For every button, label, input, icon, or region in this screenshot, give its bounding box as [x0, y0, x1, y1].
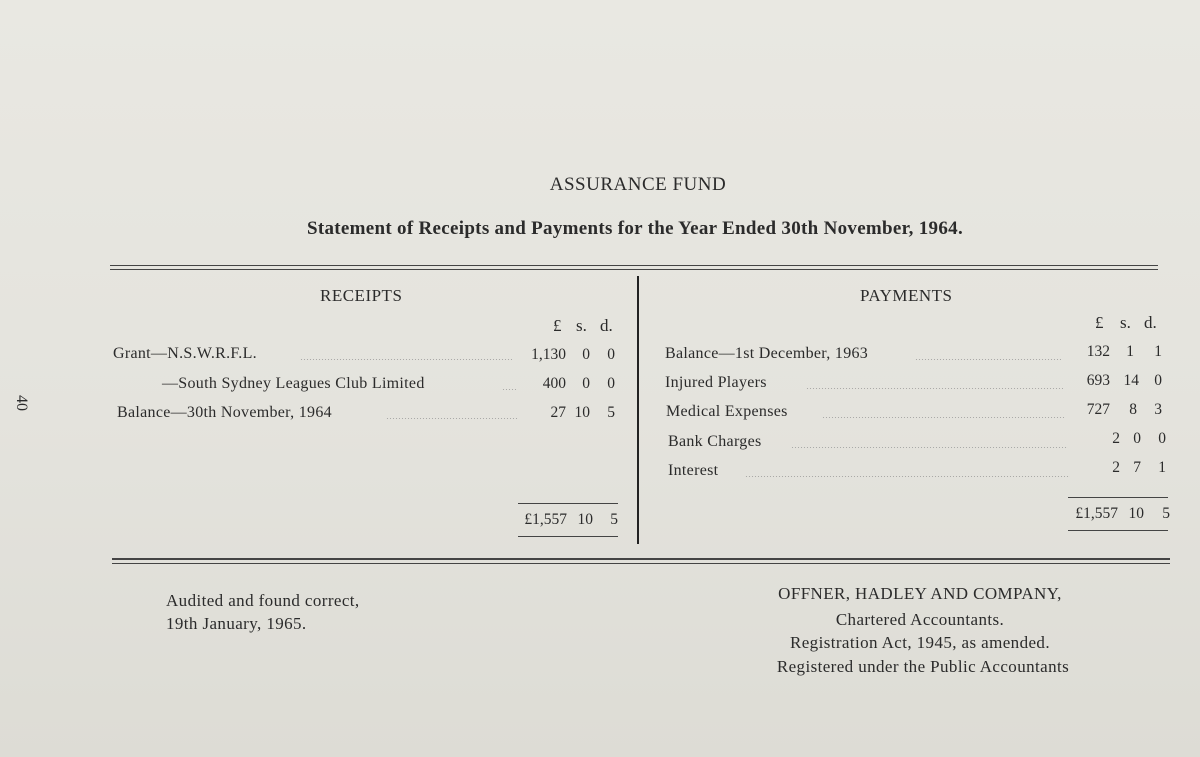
- payments-row-pence: 1: [1154, 343, 1162, 360]
- payments-row-pounds: 132: [1086, 343, 1110, 360]
- top-rule: [110, 265, 1158, 266]
- payments-total-pounds: £1,557: [1075, 505, 1118, 522]
- payments-row-pounds: 2: [1112, 430, 1120, 447]
- receipts-row-pence: 5: [607, 404, 615, 421]
- receipts-row-pence: 0: [607, 375, 615, 392]
- payments-row-pounds: 727: [1086, 401, 1110, 418]
- receipts-unit-pence: d.: [600, 316, 613, 335]
- leader-dots: [386, 418, 518, 419]
- top-rule-inner: [110, 269, 1158, 270]
- receipts-row-pounds: 1,130: [531, 346, 566, 363]
- leader-dots: [791, 447, 1068, 448]
- payments-row-pence: 0: [1154, 372, 1162, 389]
- leader-dots: [502, 389, 516, 390]
- payments-row-pence: 3: [1154, 401, 1162, 418]
- payments-row-shillings: 1: [1126, 343, 1134, 360]
- receipts-row-pence: 0: [607, 346, 615, 363]
- leader-dots: [822, 417, 1064, 418]
- auditor-line-2: Chartered Accountants.: [835, 610, 1005, 629]
- auditor-line-3: Registration Act, 1945, as amended.: [790, 633, 1050, 652]
- receipts-total-pounds: £1,557: [524, 511, 567, 528]
- leader-dots: [806, 388, 1063, 389]
- payments-row-label: Injured Players: [665, 374, 767, 391]
- audit-line-1: Audited and found correct,: [166, 591, 360, 610]
- auditor-line-4: Registered under the Public Accountants: [776, 657, 1070, 676]
- receipts-row-pounds: 400: [542, 375, 566, 392]
- payments-total-shillings: 10: [1128, 505, 1144, 522]
- payments-row-pounds: 693: [1086, 372, 1110, 389]
- receipts-row-label: Grant—N.S.W.R.F.L.: [113, 345, 257, 362]
- payments-row-label: Interest: [668, 462, 719, 479]
- payments-row-pence: 0: [1158, 430, 1166, 447]
- audit-line-2: 19th January, 1965.: [166, 614, 307, 633]
- receipts-total-rule-top: [518, 503, 618, 504]
- payments-row-label: Medical Expenses: [666, 403, 788, 420]
- receipts-row-shillings: 0: [582, 375, 590, 392]
- leader-dots: [745, 476, 1070, 477]
- bottom-rule: [112, 558, 1170, 560]
- receipts-unit-pounds: £: [553, 316, 562, 335]
- payments-header: PAYMENTS: [860, 286, 953, 305]
- leader-dots: [915, 359, 1061, 360]
- payments-unit-pounds: £: [1095, 313, 1104, 332]
- payments-row-pence: 1: [1158, 459, 1166, 476]
- receipts-total-pence: 5: [610, 511, 618, 528]
- payments-total-pence: 5: [1162, 505, 1170, 522]
- receipts-row-label: Balance—30th November, 1964: [117, 404, 332, 421]
- receipts-row-shillings: 10: [574, 404, 590, 421]
- payments-row-shillings: 14: [1123, 372, 1139, 389]
- receipts-header: RECEIPTS: [320, 286, 403, 305]
- payments-row-pounds: 2: [1112, 459, 1120, 476]
- page-number: 40: [13, 395, 30, 411]
- receipts-row-pounds: 27: [550, 404, 566, 421]
- leader-dots: [300, 359, 512, 360]
- payments-row-shillings: 7: [1133, 459, 1141, 476]
- payments-row-label: Bank Charges: [668, 433, 762, 450]
- bottom-rule-inner: [112, 563, 1170, 564]
- receipts-total-shillings: 10: [577, 511, 593, 528]
- receipts-unit-shillings: s.: [576, 316, 587, 335]
- payments-total-rule-bottom: [1068, 530, 1168, 531]
- payments-unit-shillings: s.: [1120, 313, 1131, 332]
- document-subtitle: Statement of Receipts and Payments for the Year Ended 30th November, 1964.: [306, 218, 963, 239]
- payments-row-shillings: 0: [1133, 430, 1141, 447]
- payments-row-shillings: 8: [1129, 401, 1137, 418]
- auditor-line-1: OFFNER, HADLEY AND COMPANY,: [778, 584, 1062, 603]
- payments-unit-pence: d.: [1144, 313, 1157, 332]
- column-divider: [637, 276, 639, 544]
- receipts-total-rule-bottom: [518, 536, 618, 537]
- document-title: ASSURANCE FUND: [549, 174, 727, 195]
- payments-row-label: Balance—1st December, 1963: [665, 345, 869, 362]
- receipts-row-label: —South Sydney Leagues Club Limited: [162, 375, 425, 392]
- payments-total-rule-top: [1068, 497, 1168, 498]
- receipts-row-shillings: 0: [582, 346, 590, 363]
